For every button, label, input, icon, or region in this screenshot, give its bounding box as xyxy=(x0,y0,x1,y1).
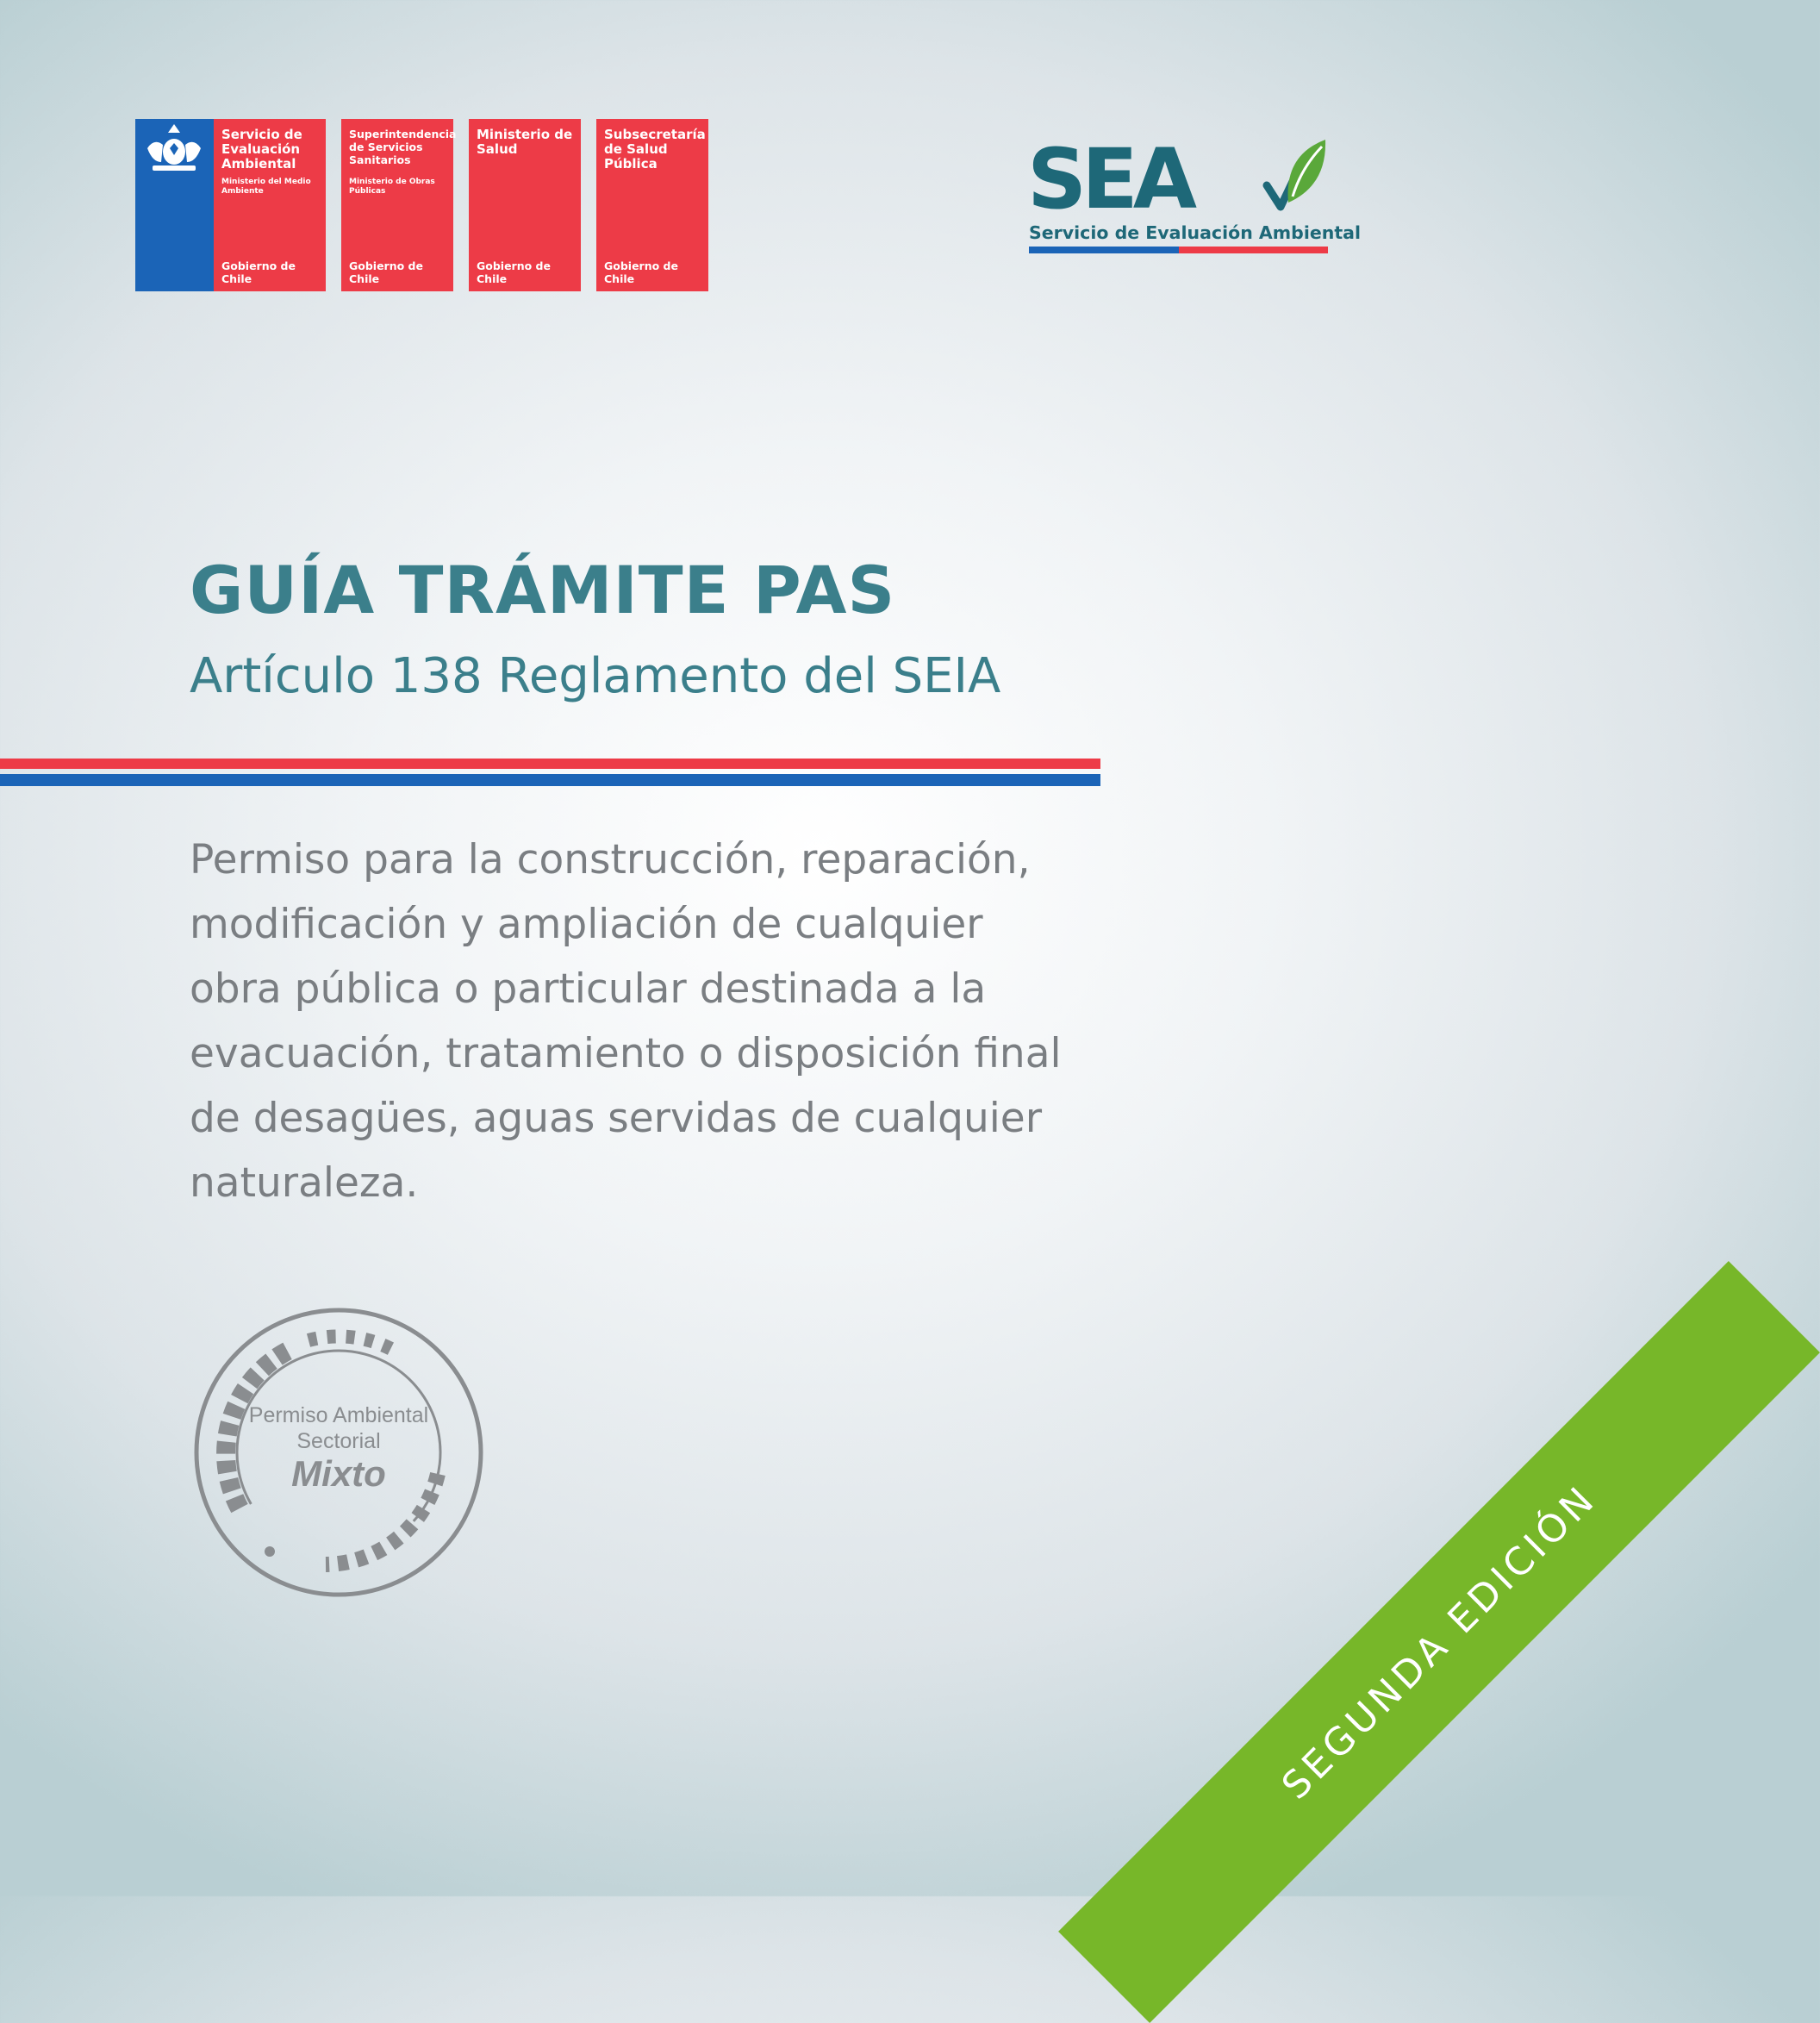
sea-letters: SEA xyxy=(1027,131,1193,228)
sea-subtitle: Servicio de Evaluación Ambiental xyxy=(1029,222,1362,243)
logo-footer: Gobierno de Chile xyxy=(221,259,296,285)
page-title: GUÍA TRÁMITE PAS xyxy=(190,552,896,628)
divider-red xyxy=(0,759,1100,769)
sea-gov-logo xyxy=(135,119,326,291)
logo-footer: Gobierno de Chile xyxy=(604,259,678,285)
logo-footer: Gobierno de Chile xyxy=(477,259,551,285)
sea-underline xyxy=(1029,247,1328,253)
logo-ministry: Ministerio del Medio Ambiente xyxy=(221,178,311,196)
page-subtitle: Artículo 138 Reglamento del SEIA xyxy=(190,648,1001,704)
flag-blue-stripe xyxy=(135,119,214,291)
permit-description: Permiso para la construcción, reparación, modificación y ampliación de cualquier obra pública o particular destinada a la evacuación, tratamiento o disposición final de desagües, aguas servidas de cualquier naturaleza. xyxy=(190,836,1062,1207)
edition-label: SEGUNDA EDICIÓN xyxy=(1273,1476,1605,1808)
minsal-logo xyxy=(469,119,581,291)
divider-blue xyxy=(0,774,1100,786)
coat-of-arms-icon xyxy=(135,122,214,183)
stamp-line-1: Permiso Ambiental xyxy=(248,1403,429,1427)
sea-brand-logo xyxy=(1027,131,1362,257)
logo-ministry: Ministerio de Obras Públicas xyxy=(349,178,435,196)
logo-name: Servicio de Evaluación Ambiental xyxy=(221,127,302,172)
leaf-check-icon xyxy=(1250,138,1327,215)
logo-footer: Gobierno de Chile xyxy=(349,259,423,285)
stamp-line-2: Sectorial xyxy=(296,1429,381,1453)
siss-logo xyxy=(341,119,457,291)
logo-name: Ministerio de Salud xyxy=(477,127,573,157)
edition-ribbon xyxy=(1058,1261,1820,2023)
stamp-line-3: Mixto xyxy=(291,1453,386,1494)
permit-type-stamp xyxy=(188,1302,489,1603)
flag-red-panel xyxy=(214,119,326,291)
logo-name: Subsecretaría de Salud Pública xyxy=(604,127,706,172)
subsalud-logo xyxy=(596,119,708,291)
logo-name: Superintendencia de Servicios Sanitarios xyxy=(349,128,457,166)
